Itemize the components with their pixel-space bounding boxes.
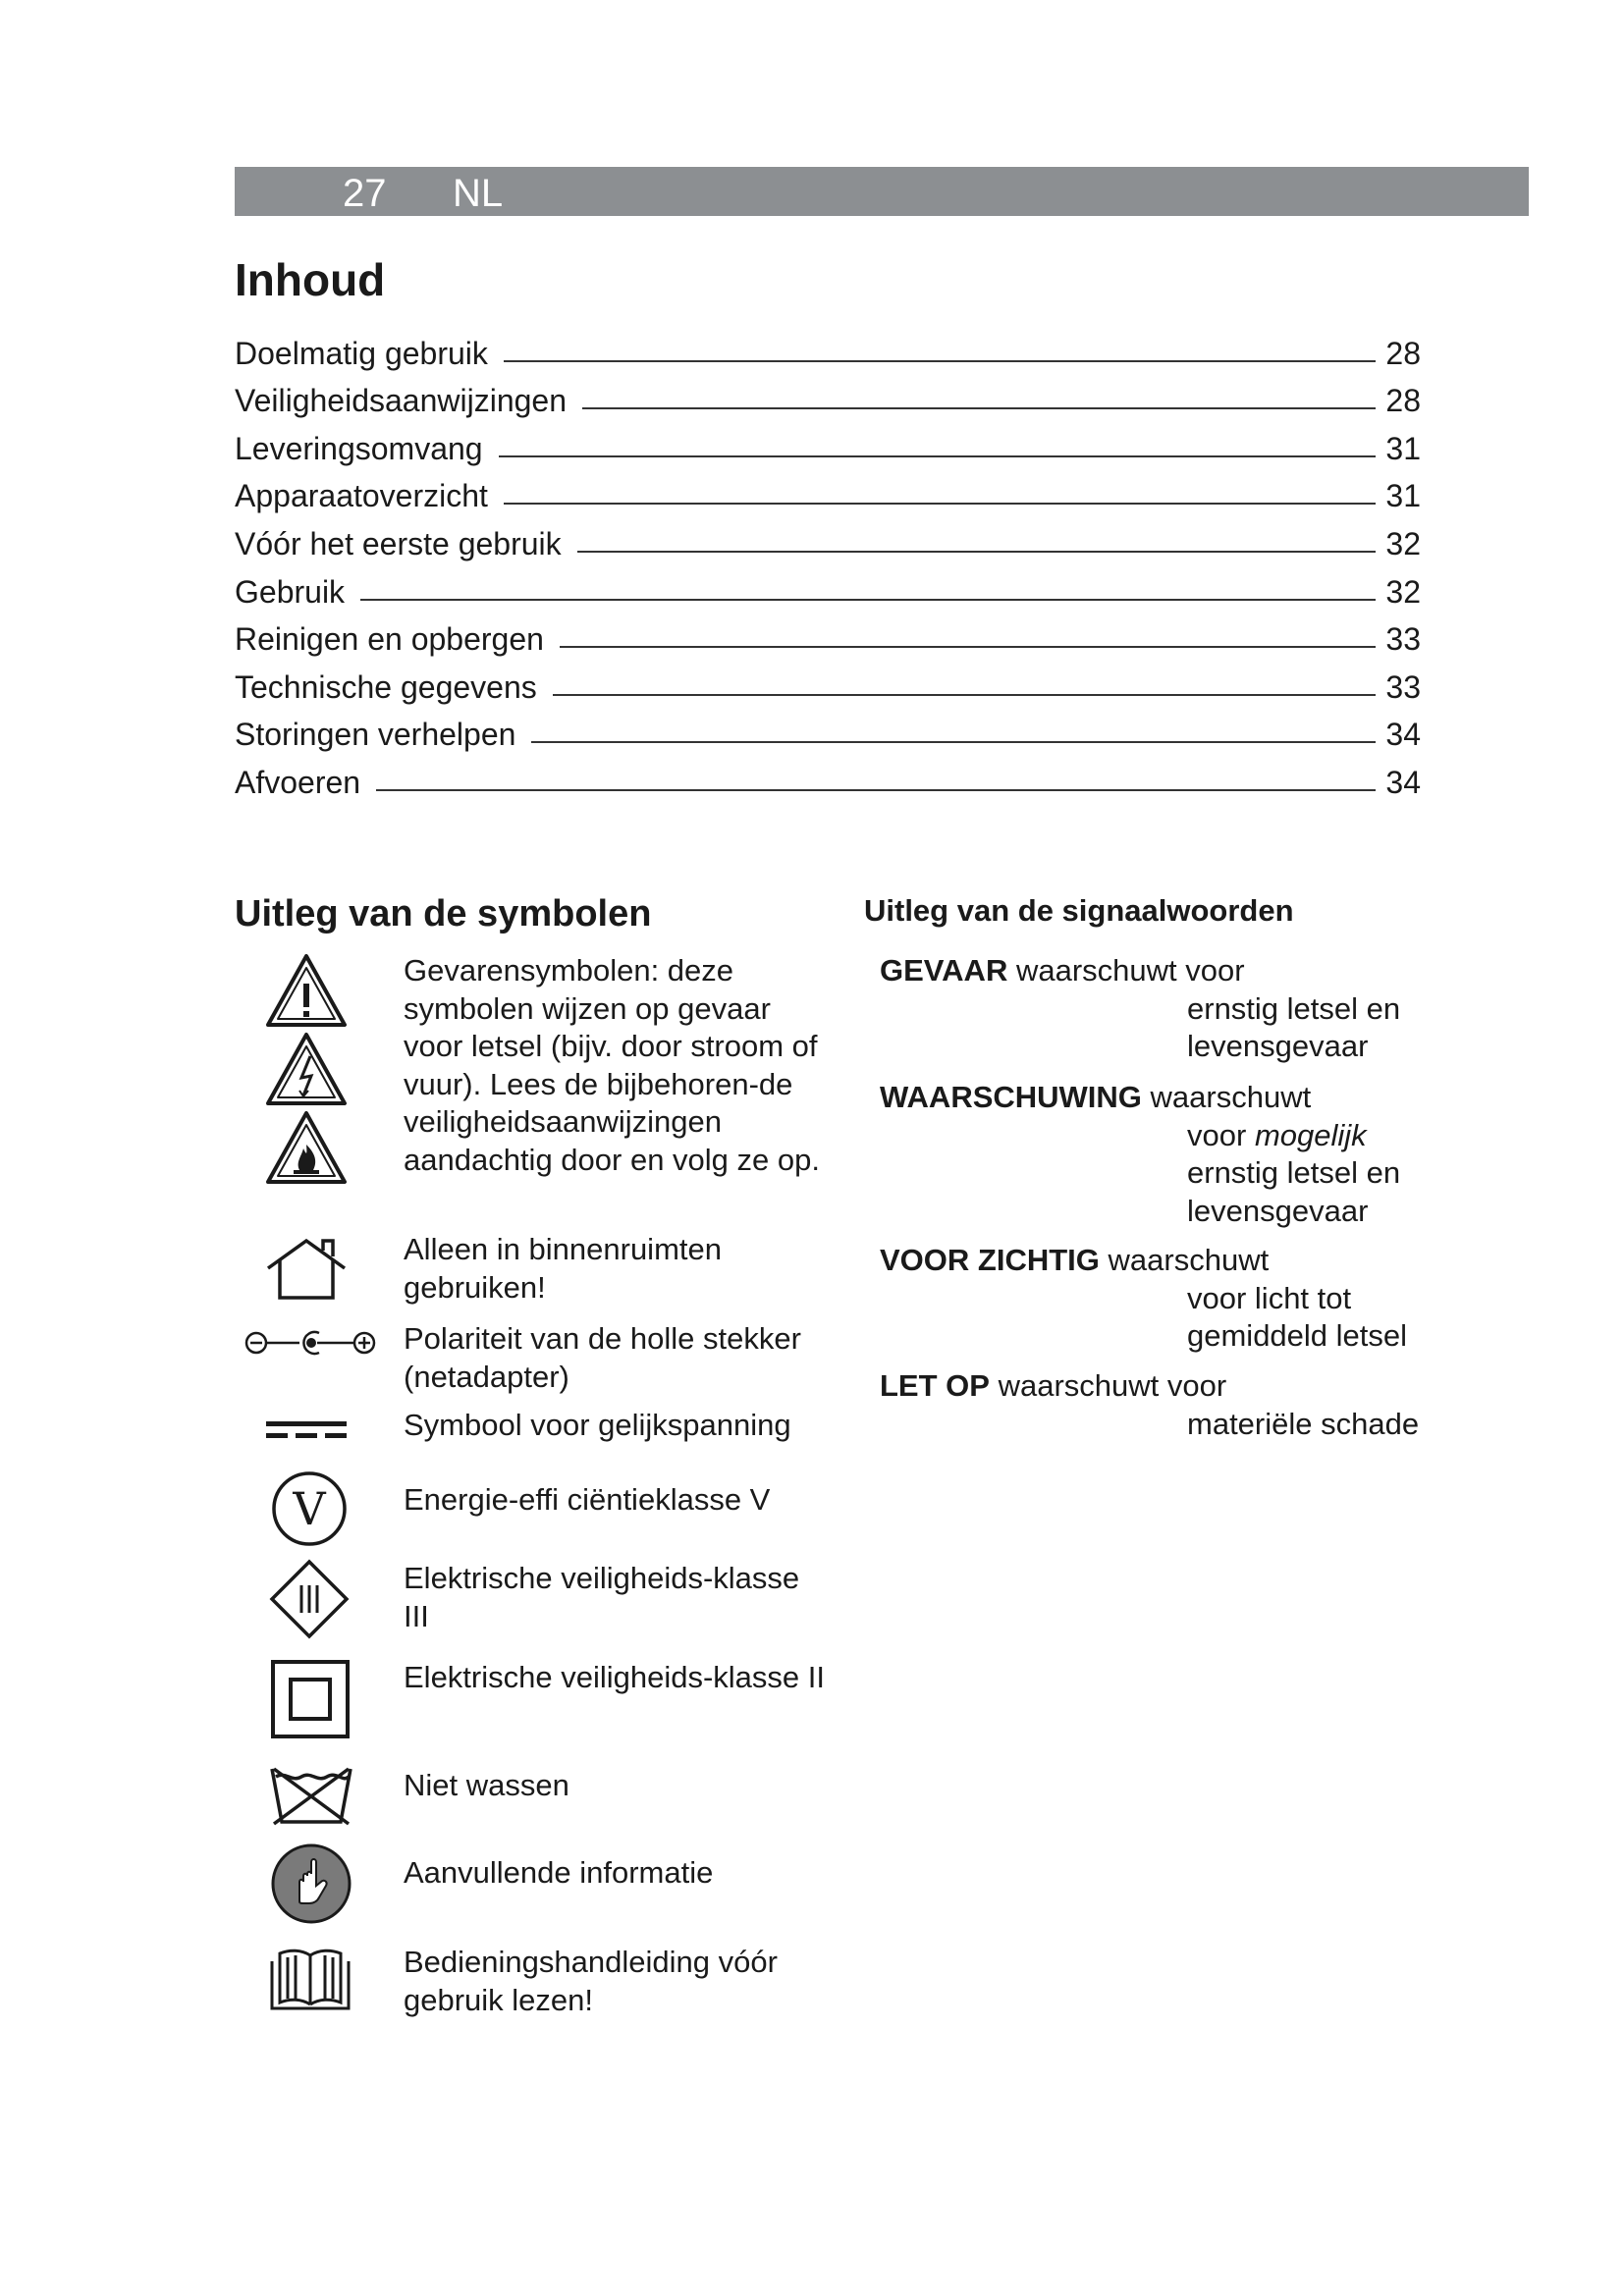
toc-leader-line: [582, 407, 1376, 409]
toc-leader-line: [499, 455, 1377, 457]
signal-word-line: levensgevaar: [1187, 1029, 1369, 1063]
symbol-description: Niet wassen: [404, 1768, 569, 1802]
signal-word-prefix: voor: [1187, 1117, 1247, 1152]
toc-entry-title: Afvoeren: [235, 764, 361, 800]
toc-entry-page: 34: [1385, 717, 1421, 753]
toc-entry-page: 32: [1385, 525, 1421, 561]
language-code: NL: [453, 172, 504, 215]
signal-word-line: materiële schade: [1187, 1406, 1420, 1441]
dc-voltage-icon: [264, 1418, 349, 1442]
toc-entry-title: Veiligheidsaanwijzingen: [235, 383, 568, 419]
signal-word-gevaar: [880, 952, 1430, 1066]
signal-word: VOOR ZICHTIG: [880, 1243, 1100, 1277]
info-hand-icon: [270, 1842, 352, 1925]
safety-class-3-icon: [268, 1558, 351, 1640]
toc-entry-page: 31: [1385, 478, 1421, 514]
svg-text:V: V: [293, 1482, 326, 1535]
symbol-description: Energie-effi ciëntieklasse V: [404, 1482, 771, 1517]
signal-word-let-op: [880, 1367, 1430, 1443]
toc-entry: [235, 706, 1421, 754]
symbol-description: Gevarensymbolen: deze symbolen wijzen op gevaar voor letsel (bijv. door stroom of vuur). Lees de bijbehoren-de veiligheidsaanwijzingen aandachtig door en volg ze op.: [404, 953, 820, 1177]
toc-entry-title: Apparaatoverzicht: [235, 478, 488, 514]
signal-word: WAARSCHUWING: [880, 1080, 1142, 1114]
symbol-description: Symbool voor gelijkspanning: [404, 1408, 791, 1442]
toc-entry-title: Doelmatig gebruik: [235, 335, 488, 371]
toc-entry: [235, 658, 1421, 706]
toc-entry-title: Reinigen en opbergen: [235, 621, 544, 658]
symbol-description: Elektrische veiligheids-klasse II: [404, 1660, 826, 1694]
symbol-description: Aanvullende informatie: [404, 1855, 714, 1890]
toc-entry: [235, 562, 1421, 611]
toc-entry-page: 28: [1385, 383, 1421, 419]
toc-leader-line: [504, 503, 1376, 505]
signal-word: GEVAAR: [880, 953, 1008, 988]
toc-entry-title: Leveringsomvang: [235, 430, 483, 466]
symbol-description: Alleen in binnenruimten gebruiken!: [404, 1232, 722, 1305]
warning-icons: [264, 952, 349, 1188]
toc-leader-line: [376, 789, 1376, 791]
warning-triangles-svg: [264, 952, 349, 1188]
polarity-icon: [243, 1328, 380, 1358]
toc-entry: [235, 753, 1421, 801]
toc-leader-line: [553, 694, 1377, 696]
symbol-description: Bedieningshandleiding vóór gebruik lezen!: [404, 1945, 778, 2017]
manual-book-icon: [268, 1942, 352, 2012]
signal-word-line: ernstig letsel en: [1187, 1155, 1401, 1190]
toc-entry-title: Vóór het eerste gebruik: [235, 525, 562, 561]
signal-word-voorzichtig: [880, 1242, 1430, 1356]
signal-word-first-line: waarschuwt: [1108, 1243, 1270, 1277]
toc-leader-line: [531, 741, 1376, 743]
energy-class-v-icon: [270, 1469, 349, 1548]
toc-leader-line: [504, 360, 1377, 362]
signal-word-first-line: waarschuwt voor: [1015, 953, 1245, 988]
signal-words-section-title: Uitleg van de signaalwoorden: [864, 893, 1294, 928]
signal-word-first-line: waarschuwt: [1150, 1080, 1312, 1114]
toc-entry-page: 33: [1385, 668, 1421, 705]
do-not-wash-icon: [268, 1763, 354, 1828]
toc-entry-page: 34: [1385, 764, 1421, 800]
signal-word-line: ernstig letsel en: [1187, 990, 1401, 1026]
signal-word-waarschuwing: [880, 1079, 1430, 1230]
signal-word-line: gemiddeld letsel: [1187, 1318, 1408, 1353]
symbol-description: Polariteit van de holle stekker (netadapter): [404, 1321, 801, 1394]
toc-entry-title: Technische gegevens: [235, 668, 537, 705]
signal-word: LET OP: [880, 1368, 990, 1403]
house-icon: [264, 1237, 349, 1300]
toc-entry: [235, 514, 1421, 562]
toc-leader-line: [560, 646, 1376, 648]
toc-entry-page: 32: [1385, 573, 1421, 610]
page-number: 27: [343, 172, 387, 215]
toc-entry: [235, 324, 1421, 372]
signal-word-first-line: waarschuwt voor: [998, 1368, 1227, 1403]
toc-leader-line: [577, 551, 1377, 553]
toc-entry-page: 28: [1385, 335, 1421, 371]
signal-word-line: levensgevaar: [1187, 1193, 1369, 1228]
symbols-section-title: Uitleg van de symbolen: [235, 893, 652, 934]
toc-title: Inhoud: [235, 254, 386, 305]
symbol-description: Elektrische veiligheids-klasse III: [404, 1561, 800, 1633]
toc-entry-page: 33: [1385, 621, 1421, 658]
toc-entry-title: Storingen verhelpen: [235, 717, 516, 753]
toc-entry: [235, 467, 1421, 515]
signal-word-line: voor licht tot: [1187, 1280, 1352, 1315]
toc-entry: [235, 419, 1421, 467]
toc-leader-line: [360, 599, 1376, 601]
page-header-bar: [235, 167, 1529, 216]
table-of-contents: [235, 324, 1421, 801]
signal-word-emphasis: mogelijk: [1254, 1117, 1367, 1152]
toc-entry-page: 31: [1385, 430, 1421, 466]
toc-entry-title: Gebruik: [235, 573, 346, 610]
safety-class-2-icon: [270, 1659, 351, 1739]
toc-entry: [235, 372, 1421, 420]
signal-word-line: [880, 1117, 1430, 1155]
toc-entry: [235, 611, 1421, 659]
